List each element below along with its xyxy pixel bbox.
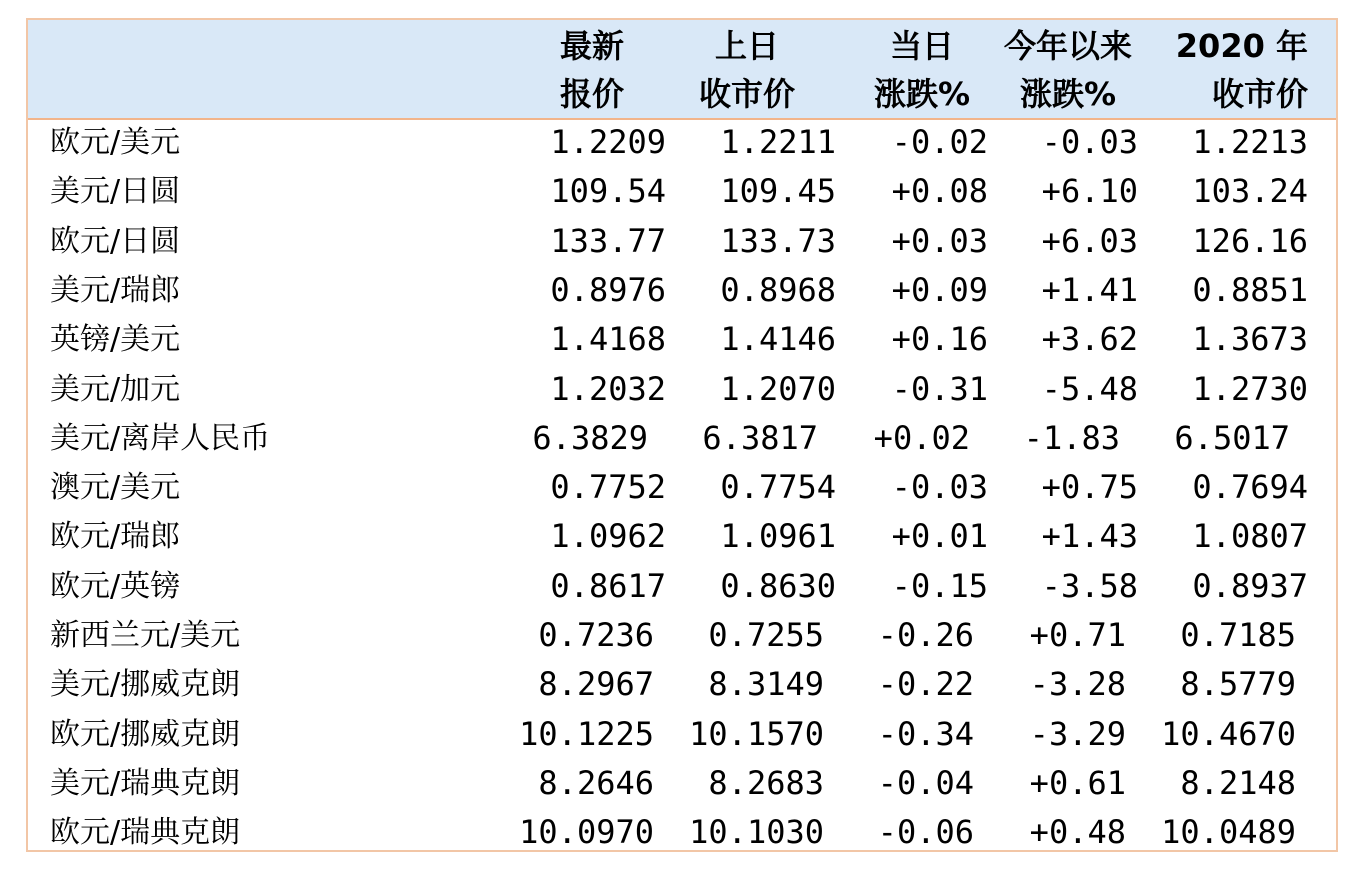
cell-ytd-change: +6.03 bbox=[1041, 221, 1138, 260]
cell-prev-close: 0.7255 bbox=[708, 616, 824, 654]
cell-latest: 133.77 bbox=[550, 221, 666, 260]
cell-ytd-change: -3.58 bbox=[1041, 566, 1138, 605]
pair-name: 欧元/瑞典克朗 bbox=[50, 815, 241, 851]
cell-latest: 10.0970 bbox=[519, 813, 654, 852]
cell-latest: 6.3829 bbox=[532, 418, 648, 457]
cell-prev-close: 0.8630 bbox=[720, 566, 836, 605]
header-day-change: 当日 涨跌% bbox=[873, 27, 971, 113]
table-row bbox=[28, 217, 1336, 266]
cell-ytd-change: +0.75 bbox=[1041, 468, 1138, 507]
cell-prev-close: 10.1030 bbox=[689, 813, 824, 852]
pair-name: 欧元/瑞郎 bbox=[50, 519, 181, 555]
cell-latest: 1.4168 bbox=[550, 320, 666, 359]
cell-latest: 1.2209 bbox=[550, 123, 666, 161]
cell-ytd-change: +1.41 bbox=[1041, 270, 1138, 309]
pair-name: 美元/瑞郎 bbox=[50, 272, 181, 308]
cell-prev-close: 133.73 bbox=[720, 221, 836, 260]
cell-ytd-change: +0.48 bbox=[1029, 813, 1126, 852]
cell-close-2020: 1.2730 bbox=[1192, 369, 1308, 408]
pair-name: 英镑/美元 bbox=[50, 322, 181, 358]
cell-prev-close: 1.4146 bbox=[720, 320, 836, 359]
pair-name: 欧元/英镑 bbox=[50, 568, 181, 604]
table-row bbox=[28, 710, 1336, 759]
cell-latest: 0.7752 bbox=[550, 468, 666, 507]
cell-close-2020: 0.7185 bbox=[1180, 616, 1296, 654]
pair-name: 欧元/挪威克朗 bbox=[50, 716, 241, 752]
cell-day-change: -0.22 bbox=[877, 665, 974, 704]
cell-day-change: -0.02 bbox=[891, 123, 988, 161]
cell-latest: 1.2032 bbox=[550, 369, 666, 408]
cell-prev-close: 10.1570 bbox=[689, 714, 824, 753]
cell-close-2020: 10.0489 bbox=[1161, 813, 1296, 852]
cell-latest: 0.7236 bbox=[538, 616, 654, 654]
cell-latest: 109.54 bbox=[550, 172, 666, 211]
cell-day-change: +0.09 bbox=[891, 270, 988, 309]
cell-prev-close: 109.45 bbox=[720, 172, 836, 211]
table-row bbox=[28, 118, 1336, 167]
pair-name: 新西兰元/美元 bbox=[50, 618, 241, 653]
cell-ytd-change: +0.71 bbox=[1029, 616, 1126, 654]
cell-prev-close: 8.2683 bbox=[708, 763, 824, 802]
table-row bbox=[28, 611, 1336, 660]
cell-day-change: -0.03 bbox=[891, 468, 988, 507]
fx-quote-table bbox=[26, 18, 1338, 852]
cell-ytd-change: +1.43 bbox=[1041, 517, 1138, 556]
table-row bbox=[28, 167, 1336, 216]
pair-name: 澳元/美元 bbox=[50, 470, 181, 506]
cell-day-change: +0.03 bbox=[891, 221, 988, 260]
cell-day-change: +0.16 bbox=[891, 320, 988, 359]
table-row bbox=[28, 512, 1336, 561]
cell-day-change: -0.34 bbox=[877, 714, 974, 753]
cell-ytd-change: -5.48 bbox=[1041, 369, 1138, 408]
cell-close-2020: 8.2148 bbox=[1180, 763, 1296, 802]
table-row bbox=[28, 414, 1336, 463]
cell-prev-close: 1.2211 bbox=[720, 123, 836, 161]
cell-prev-close: 6.3817 bbox=[702, 418, 818, 457]
table-row bbox=[28, 463, 1336, 512]
header-prev-close: 上日 收市价 bbox=[698, 27, 795, 113]
cell-day-change: -0.04 bbox=[877, 763, 974, 802]
table-row bbox=[28, 266, 1336, 315]
table-row bbox=[28, 808, 1336, 857]
cell-latest: 0.8617 bbox=[550, 566, 666, 605]
cell-ytd-change: +0.61 bbox=[1029, 763, 1126, 802]
table-row bbox=[28, 562, 1336, 611]
cell-close-2020: 1.2213 bbox=[1192, 123, 1308, 161]
pair-name: 美元/挪威克朗 bbox=[50, 667, 241, 703]
header-ytd-change: 今年以来 涨跌% bbox=[1003, 27, 1132, 113]
cell-ytd-change: -1.83 bbox=[1023, 418, 1120, 457]
cell-ytd-change: +3.62 bbox=[1041, 320, 1138, 359]
pair-name: 美元/加元 bbox=[50, 371, 181, 407]
table-row bbox=[28, 365, 1336, 414]
cell-prev-close: 8.3149 bbox=[708, 665, 824, 704]
cell-ytd-change: -3.28 bbox=[1029, 665, 1126, 704]
cell-latest: 1.0962 bbox=[550, 517, 666, 556]
table-header bbox=[28, 20, 1336, 120]
cell-day-change: -0.15 bbox=[891, 566, 988, 605]
cell-prev-close: 0.8968 bbox=[720, 270, 836, 309]
cell-close-2020: 10.4670 bbox=[1161, 714, 1296, 753]
pair-name: 欧元/美元 bbox=[50, 125, 181, 160]
cell-close-2020: 103.24 bbox=[1192, 172, 1308, 211]
cell-day-change: -0.06 bbox=[877, 813, 974, 852]
cell-day-change: -0.31 bbox=[891, 369, 988, 408]
cell-close-2020: 0.7694 bbox=[1192, 468, 1308, 507]
table-row bbox=[28, 315, 1336, 364]
cell-close-2020: 8.5779 bbox=[1180, 665, 1296, 704]
cell-close-2020: 6.5017 bbox=[1174, 418, 1290, 457]
cell-ytd-change: +6.10 bbox=[1041, 172, 1138, 211]
cell-ytd-change: -0.03 bbox=[1041, 123, 1138, 161]
pair-name: 美元/瑞典克朗 bbox=[50, 765, 241, 801]
cell-day-change: +0.08 bbox=[891, 172, 988, 211]
cell-day-change: +0.02 bbox=[873, 418, 970, 457]
cell-close-2020: 1.3673 bbox=[1192, 320, 1308, 359]
cell-close-2020: 1.0807 bbox=[1192, 517, 1308, 556]
header-close-2020: 2020 年 收市价 bbox=[1175, 27, 1308, 113]
cell-prev-close: 1.0961 bbox=[720, 517, 836, 556]
header-latest: 最新 报价 bbox=[560, 27, 625, 113]
cell-prev-close: 0.7754 bbox=[720, 468, 836, 507]
pair-name: 美元/离岸人民币 bbox=[50, 420, 271, 456]
cell-latest: 8.2967 bbox=[538, 665, 654, 704]
cell-close-2020: 0.8937 bbox=[1192, 566, 1308, 605]
table-row bbox=[28, 759, 1336, 808]
cell-ytd-change: -3.29 bbox=[1029, 714, 1126, 753]
cell-day-change: +0.01 bbox=[891, 517, 988, 556]
cell-latest: 8.2646 bbox=[538, 763, 654, 802]
cell-close-2020: 126.16 bbox=[1192, 221, 1308, 260]
pair-name: 美元/日圆 bbox=[50, 174, 181, 210]
cell-close-2020: 0.8851 bbox=[1192, 270, 1308, 309]
cell-day-change: -0.26 bbox=[877, 616, 974, 654]
cell-latest: 0.8976 bbox=[550, 270, 666, 309]
cell-latest: 10.1225 bbox=[519, 714, 654, 753]
pair-name: 欧元/日圆 bbox=[50, 223, 181, 259]
cell-prev-close: 1.2070 bbox=[720, 369, 836, 408]
table-row bbox=[28, 660, 1336, 709]
